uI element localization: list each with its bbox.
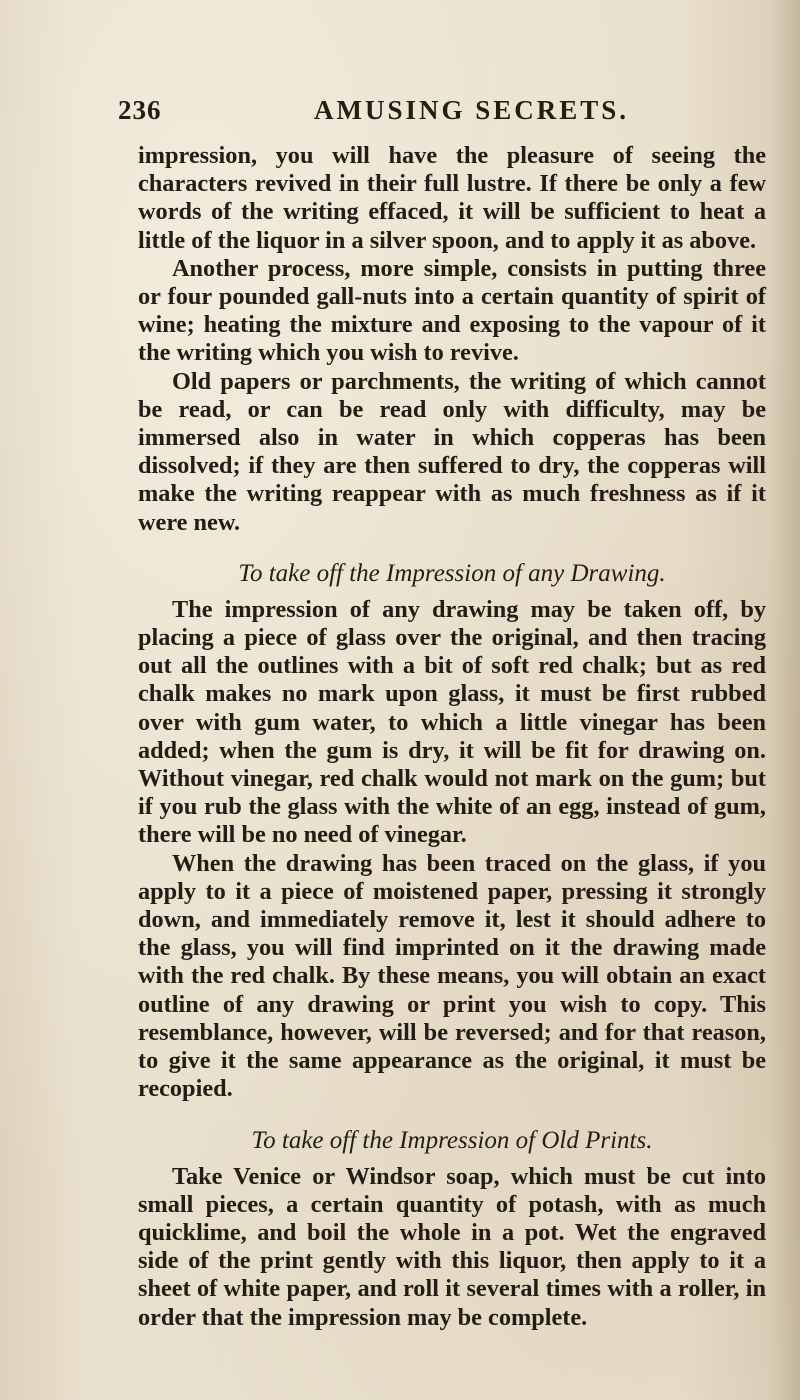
body-text xyxy=(138,142,766,1332)
section-heading-old-prints: To take off the Impression of Old Prints. xyxy=(251,1126,653,1154)
paragraph-3: Old papers or parchments, the writing of which cannot be read, or can be read only with difficulty, may be immersed also in water in which copperas has been dissolved; if they are then suffered to dry, the copperas will make the writing reappear with as much freshness as if it were new. xyxy=(138,367,766,536)
paragraph-1: impression, you will have the pleasure of seeing the characters revived in their full lustre. If there be only a few words of the writing effaced, it will be sufficient to heat a little of the liquor in a silver spoon, and to apply it as above. xyxy=(138,142,766,254)
page-edge-shadow xyxy=(770,0,800,1400)
page-header xyxy=(118,95,678,135)
running-title: AMUSING SECRETS. xyxy=(314,95,630,125)
section-heading-drawing: To take off the Impression of any Drawing. xyxy=(238,559,666,587)
paragraph-6: Take Venice or Windsor soap, which must be cut into small pieces, a certain quantity of potash, with as much quicklime, and boil the whole in a pot. Wet the engraved side of the print gently with this liquor, then apply to it a sheet of white paper, and roll it several times with a roller, in order that the impression may be complete. xyxy=(138,1162,766,1331)
paragraph-2: Another process, more simple, consists in putting three or four pounded gall-nuts into a certain quantity of spirit of wine; heating the mixture and exposing to the vapour of it the writing which you wish to revive. xyxy=(138,254,766,367)
page-number: 236 xyxy=(118,95,162,125)
paragraph-4: The impression of any drawing may be taken off, by placing a piece of glass over the original, and then tracing out all the outlines with a bit of soft red chalk; but as red chalk makes no mark upon glass, it must be first rubbed over with gum water, to which a little vinegar has been added; when the gum is dry, it will be fit for drawing on. Without vinegar, red chalk would not mark on the gum; but if you rub the glass with the white of an egg, instead of gum, there will be no need of vinegar. xyxy=(138,595,766,849)
paragraph-5: When the drawing has been traced on the glass, if you apply to it a piece of moistened paper, pressing it strongly down, and immediately remove it, lest it should adhere to the glass, you will find imprinted on it the drawing made with the red chalk. By these means, you will obtain an exact outline of any drawing or print you wish to copy. This resemblance, however, will be reversed; and for that reason, to give it the same appearance as the original, it must be recopied. xyxy=(138,849,766,1103)
